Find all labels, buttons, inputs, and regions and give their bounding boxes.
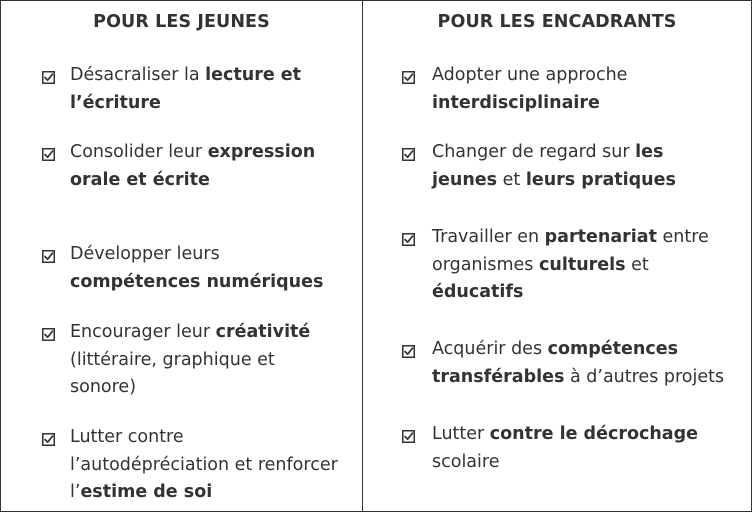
checked-box-icon <box>42 69 55 82</box>
checked-box-icon <box>402 428 415 441</box>
list-item-text: Encourager leur créativité (littéraire, graphique et sonore) <box>70 322 311 397</box>
checked-box-icon <box>42 146 55 159</box>
list-item-text: Lutter contre le décrochage scolaire <box>432 424 699 472</box>
list-item-text: Acquérir des compétences transférables à d’autres projets <box>432 339 725 387</box>
column-supervisors <box>363 1 751 511</box>
checked-box-icon <box>402 146 415 159</box>
checked-box-icon <box>42 248 55 261</box>
list-item-text: Développer leurs compétences numériques <box>70 244 324 292</box>
list-item-text: Adopter une approche interdisciplinaire <box>432 65 628 113</box>
column-title-youth: POUR LES JEUNES <box>93 12 270 32</box>
list-item-text: Lutter contre l’autodépréciation et renforcer l’estime de soi <box>70 427 338 502</box>
list-item-text: Consolider leur expression orale et écrite <box>70 142 316 190</box>
list-item-text: Désacraliser la lecture et l’écriture <box>70 65 302 113</box>
checked-box-icon <box>402 69 415 82</box>
list-item-text: Travailler en partenariat entre organismes culturels et éducatifs <box>432 227 709 302</box>
column-title-supervisors: POUR LES ENCADRANTS <box>437 12 677 32</box>
list-item-text: Changer de regard sur les jeunes et leurs pratiques <box>432 142 676 190</box>
checked-box-icon <box>42 326 55 339</box>
column-youth <box>1 1 363 511</box>
checked-box-icon <box>402 231 415 244</box>
checked-box-icon <box>402 343 415 356</box>
checked-box-icon <box>42 431 55 444</box>
